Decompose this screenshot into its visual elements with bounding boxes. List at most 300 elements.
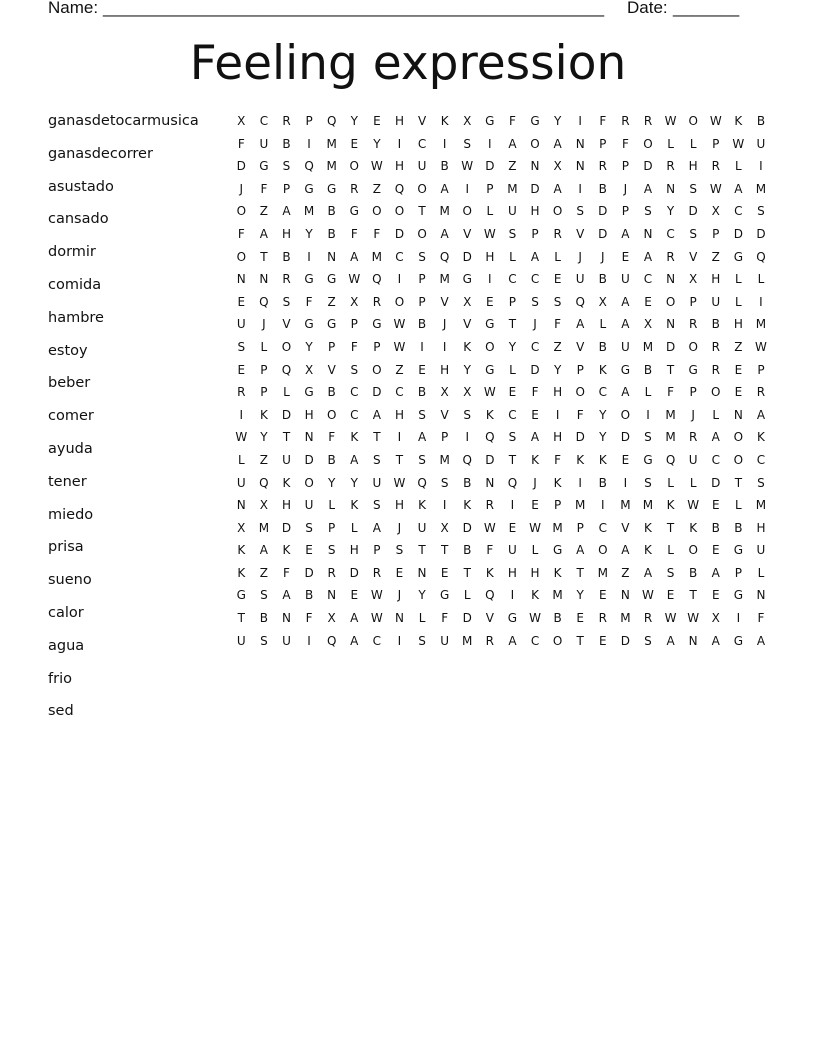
grid-cell: Q <box>665 452 676 467</box>
grid-cell: L <box>735 159 742 174</box>
name-field-line[interactable]: _____________________________________________________ <box>103 0 605 17</box>
grid-cell: R <box>666 249 675 264</box>
grid-cell: C <box>756 452 766 467</box>
grid-cell: D <box>688 204 698 219</box>
grid-cell: N <box>236 272 246 287</box>
grid-cell: B <box>711 520 720 535</box>
grid-cell: B <box>711 317 720 332</box>
grid-cell: X <box>304 362 314 377</box>
grid-row <box>230 451 772 474</box>
grid-cell: Z <box>553 339 562 354</box>
grid-cell: Z <box>508 159 517 174</box>
grid-cell: I <box>307 249 311 264</box>
grid-cell: L <box>667 475 674 490</box>
grid-cell: L <box>712 407 720 422</box>
grid-cell: Q <box>281 362 292 377</box>
grid-cell: H <box>733 317 743 332</box>
word-list-item: dormir <box>48 244 96 261</box>
grid-cell: M <box>439 204 450 219</box>
grid-cell: O <box>711 385 721 400</box>
grid-cell: V <box>327 362 336 377</box>
grid-cell: B <box>327 452 336 467</box>
grid-cell: M <box>620 611 631 626</box>
grid-cell: B <box>327 226 336 241</box>
grid-cell: I <box>465 430 469 445</box>
grid-cell: D <box>665 339 676 354</box>
word-list-item: ganasdetocarmusica <box>48 113 199 129</box>
grid-cell: I <box>510 588 515 603</box>
grid-cell: U <box>508 204 517 219</box>
grid-cell: R <box>621 114 630 128</box>
grid-cell: R <box>282 114 291 128</box>
grid-cell: S <box>531 294 539 309</box>
grid-cell: K <box>644 520 652 535</box>
grid-cell: Y <box>599 430 607 445</box>
grid-row <box>230 270 772 293</box>
grid-cell: O <box>620 407 631 422</box>
grid-cell: J <box>691 407 695 422</box>
grid-cell: A <box>643 249 653 264</box>
grid-row <box>230 406 772 429</box>
grid-cell: G <box>733 633 744 648</box>
grid-cell: E <box>711 498 720 513</box>
grid-cell: F <box>554 452 562 467</box>
grid-cell: F <box>350 226 358 241</box>
grid-cell: K <box>531 588 539 603</box>
grid-cell: T <box>260 249 268 264</box>
grid-cell: P <box>260 385 268 400</box>
grid-cell: K <box>531 452 539 467</box>
grid-cell: S <box>553 294 562 309</box>
word-list-item: asustado <box>48 178 114 195</box>
grid-cell: A <box>711 430 720 445</box>
grid-cell: K <box>282 543 291 558</box>
grid-cell: L <box>599 317 607 332</box>
grid-cell: T <box>508 452 517 467</box>
grid-cell: K <box>666 498 675 513</box>
grid-cell: O <box>688 339 698 354</box>
grid-cell: M <box>575 498 586 513</box>
grid-cell: Q <box>485 588 495 603</box>
grid-cell: G <box>349 204 359 219</box>
grid-cell: O <box>643 136 653 151</box>
grid-cell: T <box>666 362 675 377</box>
word-list-item: prisa <box>48 539 84 556</box>
word-list-item: frio <box>48 670 72 687</box>
grid-cell: A <box>734 181 743 196</box>
grid-cell: A <box>530 249 540 264</box>
grid-cell: M <box>665 430 676 445</box>
grid-cell: G <box>462 272 472 287</box>
grid-cell: E <box>350 136 359 151</box>
grid-cell: K <box>734 114 743 128</box>
grid-cell: Q <box>259 294 269 309</box>
grid-cell: P <box>553 498 562 513</box>
grid-cell: L <box>667 136 674 151</box>
grid-cell: A <box>621 543 630 558</box>
grid-cell: Y <box>305 226 313 241</box>
grid-cell: W <box>529 611 541 626</box>
grid-cell: D <box>462 611 472 626</box>
grid-cell: N <box>281 611 291 626</box>
grid-cell: F <box>486 543 494 558</box>
grid-cell: P <box>508 294 517 309</box>
grid-cell: O <box>665 294 676 309</box>
grid-cell: C <box>711 452 720 467</box>
grid-cell: T <box>576 565 584 580</box>
grid-cell: D <box>394 226 405 241</box>
grid-cell: I <box>397 136 402 151</box>
grid-cell: T <box>440 543 449 558</box>
grid-cell: X <box>463 385 472 400</box>
grid-cell: F <box>350 339 358 354</box>
grid-cell: Q <box>575 294 585 309</box>
grid-cell: S <box>463 136 472 151</box>
grid-cell: D <box>530 181 540 196</box>
grid-cell: C <box>350 385 359 400</box>
grid-cell: F <box>576 407 584 422</box>
word-list-item: sueno <box>48 572 92 589</box>
grid-cell: V <box>440 294 449 309</box>
grid-cell: W <box>709 114 722 128</box>
grid-cell: N <box>756 588 766 603</box>
grid-cell: E <box>237 362 246 377</box>
grid-cell: R <box>372 294 382 309</box>
grid-cell: Y <box>418 588 426 603</box>
grid-cell: M <box>642 339 654 354</box>
grid-cell: C <box>508 272 517 287</box>
grid-cell: T <box>418 204 426 219</box>
grid-cell: I <box>601 498 605 513</box>
grid-cell: F <box>305 611 313 626</box>
grid-cell: O <box>417 226 427 241</box>
grid-cell: E <box>621 249 630 264</box>
grid-cell: S <box>644 633 652 648</box>
grid-cell: Y <box>328 475 336 490</box>
grid-cell: Z <box>259 565 268 580</box>
grid-cell: V <box>282 317 291 332</box>
grid-cell: G <box>688 362 698 377</box>
grid-cell: R <box>372 565 382 580</box>
grid-cell: G <box>304 272 314 287</box>
grid-cell: G <box>485 317 495 332</box>
grid-cell: L <box>509 249 516 264</box>
grid-cell: G <box>439 588 450 603</box>
date-field-line[interactable]: _______ <box>673 0 740 17</box>
grid-cell: N <box>575 136 585 151</box>
grid-cell: U <box>756 543 766 558</box>
grid-cell: A <box>553 181 562 196</box>
grid-cell: I <box>465 181 469 196</box>
grid-cell: L <box>757 565 765 580</box>
grid-cell: R <box>643 114 653 128</box>
grid-cell: S <box>463 407 472 422</box>
grid-cell: G <box>304 317 314 332</box>
grid-row <box>230 428 772 451</box>
grid-cell: M <box>371 249 383 264</box>
grid-row <box>230 383 772 406</box>
grid-cell: G <box>327 317 337 332</box>
grid-cell: N <box>327 588 337 603</box>
grid-cell: F <box>237 226 245 241</box>
grid-cell: C <box>598 385 607 400</box>
grid-cell: G <box>485 114 495 128</box>
grid-cell: A <box>372 407 381 422</box>
grid-cell: V <box>463 317 472 332</box>
grid-cell: D <box>281 407 292 422</box>
grid-cell: X <box>553 159 562 174</box>
grid-cell: C <box>395 249 404 264</box>
grid-row <box>230 474 772 497</box>
grid-cell: S <box>418 633 426 648</box>
grid-cell: B <box>327 385 336 400</box>
word-list-item: estoy <box>48 342 88 359</box>
grid-cell: G <box>236 588 246 603</box>
grid-cell: Z <box>372 181 381 196</box>
grid-cell: I <box>555 407 560 422</box>
grid-cell: Y <box>666 204 675 219</box>
grid-cell: D <box>236 159 246 174</box>
grid-cell: G <box>733 543 744 558</box>
grid-cell: P <box>328 339 336 354</box>
grid-cell: V <box>485 611 494 626</box>
grid-cell: L <box>735 498 742 513</box>
grid-cell: U <box>688 452 698 467</box>
grid-cell: S <box>305 520 313 535</box>
grid-cell: F <box>757 611 765 626</box>
grid-cell: Q <box>462 452 472 467</box>
grid-cell: A <box>350 452 359 467</box>
grid-cell: J <box>578 249 582 264</box>
grid-cell: E <box>237 294 246 309</box>
grid-cell: O <box>236 249 247 264</box>
grid-cell: D <box>598 226 608 241</box>
grid-cell: T <box>689 588 697 603</box>
grid-cell: I <box>442 498 447 513</box>
grid-cell: H <box>304 407 314 422</box>
grid-cell: G <box>259 159 269 174</box>
grid-cell: M <box>258 520 270 535</box>
grid-cell: O <box>326 407 337 422</box>
grid-cell: Y <box>373 136 381 151</box>
grid-cell: D <box>756 226 766 241</box>
grid-cell: W <box>370 588 383 603</box>
grid-cell: L <box>509 362 516 377</box>
grid-cell: K <box>237 565 246 580</box>
grid-cell: I <box>488 272 492 287</box>
grid-cell: S <box>282 159 291 174</box>
grid-cell: D <box>575 430 585 445</box>
grid-cell: B <box>734 520 743 535</box>
grid-cell: O <box>372 362 382 377</box>
grid-cell: A <box>576 317 585 332</box>
grid-cell: E <box>711 543 720 558</box>
grid-cell: R <box>756 385 766 400</box>
grid-cell: G <box>733 249 744 264</box>
grid-cell: R <box>485 633 494 648</box>
grid-cell: P <box>599 136 607 151</box>
grid-cell: D <box>462 249 472 264</box>
grid-cell: W <box>664 611 677 626</box>
grid-cell: J <box>397 520 402 535</box>
grid-cell: B <box>259 611 268 626</box>
grid-cell: P <box>282 181 291 196</box>
grid-cell: F <box>305 294 313 309</box>
grid-cell: K <box>485 407 494 422</box>
grid-cell: Z <box>711 249 720 264</box>
grid-cell: C <box>734 204 743 219</box>
grid-cell: E <box>486 294 494 309</box>
grid-cell: H <box>394 407 404 422</box>
grid-cell: A <box>259 226 268 241</box>
grid-cell: K <box>757 430 765 445</box>
grid-cell: K <box>689 520 698 535</box>
grid-cell: B <box>598 475 607 490</box>
grid-cell: D <box>462 520 472 535</box>
grid-cell: E <box>553 272 562 287</box>
grid-cell: R <box>282 272 291 287</box>
grid-cell: F <box>667 385 675 400</box>
grid-cell: U <box>620 339 630 354</box>
grid-cell: D <box>620 633 631 648</box>
grid-cell: P <box>373 543 381 558</box>
grid-cell: W <box>642 588 654 603</box>
grid-cell: U <box>620 272 630 287</box>
grid-cell: M <box>755 181 767 196</box>
grid-cell: W <box>393 475 406 490</box>
grid-cell: U <box>417 520 427 535</box>
grid-cell: Q <box>439 249 450 264</box>
grid-cell: X <box>711 611 720 626</box>
grid-cell: S <box>373 452 381 467</box>
grid-cell: A <box>576 543 585 558</box>
grid-cell: H <box>440 362 450 377</box>
grid-cell: Z <box>259 452 268 467</box>
grid-cell: M <box>755 317 767 332</box>
grid-row <box>230 564 772 587</box>
grid-cell: I <box>442 339 447 354</box>
grid-cell: K <box>418 498 426 513</box>
grid-cell: K <box>644 543 652 558</box>
grid-cell: S <box>282 294 291 309</box>
grid-cell: D <box>304 452 314 467</box>
grid-cell: A <box>282 588 291 603</box>
grid-cell: K <box>463 339 472 354</box>
grid-cell: S <box>418 249 426 264</box>
grid-cell: Z <box>734 339 743 354</box>
grid-cell: Q <box>326 114 337 128</box>
grid-cell: W <box>687 498 700 513</box>
grid-cell: H <box>530 204 540 219</box>
grid-cell: K <box>282 475 291 490</box>
grid-cell: I <box>510 498 515 513</box>
grid-cell: O <box>552 204 563 219</box>
grid-cell: H <box>530 565 540 580</box>
grid-cell: T <box>463 565 471 580</box>
grid-cell: D <box>485 452 495 467</box>
grid-cell: D <box>281 520 292 535</box>
grid-cell: S <box>440 475 449 490</box>
grid-cell: R <box>553 226 562 241</box>
grid-cell: Y <box>305 339 313 354</box>
grid-cell: L <box>418 611 426 626</box>
grid-cell: S <box>395 543 404 558</box>
grid-cell: T <box>237 611 245 626</box>
grid-cell: P <box>350 317 358 332</box>
grid-row <box>230 248 772 271</box>
grid-cell: A <box>756 633 766 648</box>
grid-cell: W <box>687 611 700 626</box>
grid-cell: S <box>327 543 336 558</box>
grid-row <box>230 202 772 225</box>
grid-cell: S <box>666 565 675 580</box>
grid-cell: N <box>304 430 314 445</box>
word-list-item: ayuda <box>48 440 93 457</box>
grid-cell: P <box>712 226 720 241</box>
grid-cell: N <box>688 633 698 648</box>
grid-cell: J <box>442 317 447 332</box>
grid-cell: F <box>554 317 562 332</box>
grid-cell: E <box>711 588 720 603</box>
grid-cell: W <box>393 317 406 332</box>
grid-cell: C <box>530 339 540 354</box>
grid-cell: O <box>733 430 744 445</box>
grid-cell: E <box>599 633 607 648</box>
grid-cell: X <box>237 114 246 128</box>
grid-cell: M <box>755 498 767 513</box>
grid-cell: A <box>508 633 517 648</box>
date-label: Date: <box>627 0 668 17</box>
grid-cell: P <box>373 339 381 354</box>
grid-cell: P <box>486 181 494 196</box>
grid-cell: Q <box>394 181 405 196</box>
grid-cell: H <box>711 272 721 287</box>
grid-cell: R <box>485 498 494 513</box>
grid-cell: X <box>237 520 246 535</box>
grid-cell: P <box>441 430 449 445</box>
grid-cell: H <box>394 159 404 174</box>
grid-cell: W <box>529 520 541 535</box>
grid-cell: O <box>575 385 585 400</box>
grid-cell: Q <box>485 430 495 445</box>
grid-cell: U <box>756 136 766 151</box>
grid-cell: W <box>483 385 496 400</box>
grid-cell: K <box>576 452 585 467</box>
grid-cell: P <box>418 272 426 287</box>
grid-cell: W <box>461 159 474 174</box>
grid-cell: U <box>259 136 269 151</box>
grid-row <box>230 293 772 316</box>
grid-cell: P <box>689 294 697 309</box>
grid-cell: O <box>417 181 427 196</box>
grid-cell: Z <box>621 565 630 580</box>
grid-cell: N <box>394 611 404 626</box>
grid-cell: Y <box>576 588 584 603</box>
grid-cell: N <box>485 475 495 490</box>
grid-cell: U <box>575 272 585 287</box>
grid-cell: J <box>623 181 628 196</box>
grid-cell: H <box>394 498 404 513</box>
grid-cell: G <box>372 317 382 332</box>
grid-cell: T <box>576 633 584 648</box>
grid-cell: A <box>621 226 630 241</box>
grid-cell: R <box>711 362 720 377</box>
grid-cell: E <box>418 362 426 377</box>
grid-cell: P <box>689 385 697 400</box>
grid-cell: N <box>666 181 676 196</box>
grid-cell: Y <box>508 339 517 354</box>
grid-cell: F <box>237 136 245 151</box>
